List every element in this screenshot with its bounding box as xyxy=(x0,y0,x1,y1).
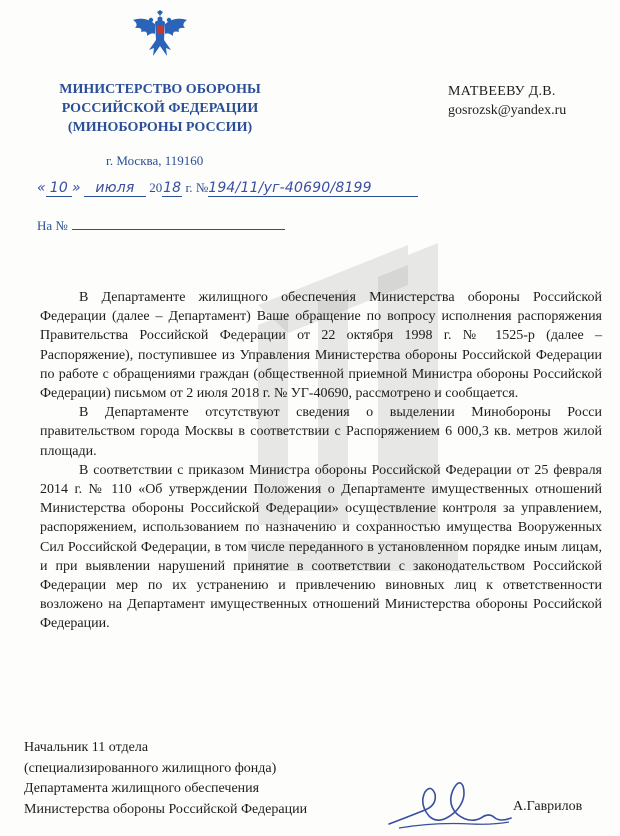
signatory-line: Министерства обороны Российской Федерации xyxy=(24,801,308,817)
recipient-name: МАТВЕЕВУ Д.В. xyxy=(448,84,556,99)
body-paragraph: В Департаменте отсутствуют сведения о выделении Минобороны Росси правительством города Москвы в соответствии с Распоряжением 6 000,3 кв. метров жилой площади. xyxy=(40,405,602,459)
number-label: № xyxy=(195,180,209,195)
ministry-line: РОССИЙСКОЙ ФЕДЕРАЦИИ xyxy=(61,101,259,116)
signatory-line: (специализированного жилищного фонда) xyxy=(24,760,277,776)
date-quote-open: « xyxy=(37,180,46,196)
reply-to-line xyxy=(37,218,285,234)
date-month: июля xyxy=(84,181,146,197)
ministry-line: МИНИСТЕРСТВО ОБОРОНЫ xyxy=(59,82,261,97)
body-paragraph: В Департаменте жилищного обеспечения Министерства обороны Российской Федерации (далее – Департамент) Ваше обращение по вопросу исполнения распоряжения Правительства Российской Федерации от 22 октября 1998 г. № 1525-р (далее – Распоряжение), поступившее из Управления Министерства обороны Российской Федерации по работе с обращениями граждан (общественной приемной Министра обороны Российской Федерации) письмом от 2 июля 2018 г. № УГ-40690, рассмотрено и сообщается. xyxy=(40,290,602,402)
signer-name: А.Гаврилов xyxy=(513,799,583,814)
recipient-email: gosrozsk@yandex.ru xyxy=(448,103,567,118)
outgoing-number: 194/11/уг-40690/8199 xyxy=(208,181,418,197)
signatory-title xyxy=(24,738,307,820)
ministry-header xyxy=(40,80,280,137)
date-year-prefix: 20 xyxy=(149,180,163,195)
letter-body xyxy=(40,288,602,634)
ministry-line: (МИНОБОРОНЫ РОССИИ) xyxy=(67,120,253,135)
handwritten-signature xyxy=(385,772,515,834)
recipient-block xyxy=(448,82,566,120)
date-quote-close: » xyxy=(71,180,81,196)
date-year-label: г. xyxy=(185,180,193,195)
signatory-line: Департамента жилищного обеспечения xyxy=(24,781,260,796)
date-year-suffix: 18 xyxy=(163,180,182,196)
reply-to-blank xyxy=(72,229,285,230)
body-paragraph: В соответствии с приказом Министра обороны Российской Федерации от 25 февраля 2014 г. № 110 «Об утверждении Положения о Департаменте имущественных отношений Министерства обороны Российской Федерации» осуществление контроля за управлением, распоряжением, использованием по назначению и сохранностью имущества Вооруженных Сил Российской Федерации, в том числе переданного в установленном порядке иным лицам, и при выявлении нарушений принятие в соответствии с законодательством Российской Федерации мер по их устранению и привлечению виновных лиц к ответственности возложено на Департамент имущественных отношений Министерства обороны Российской Федерации. xyxy=(40,462,602,632)
date-line xyxy=(37,180,418,197)
reply-to-label: На № xyxy=(37,218,68,233)
ministry-address: г. Москва, 119160 xyxy=(106,153,204,168)
signatory-line: Начальник 11 отдела xyxy=(24,740,149,755)
emblem-icon xyxy=(131,10,189,60)
date-day: 10 xyxy=(46,181,72,197)
